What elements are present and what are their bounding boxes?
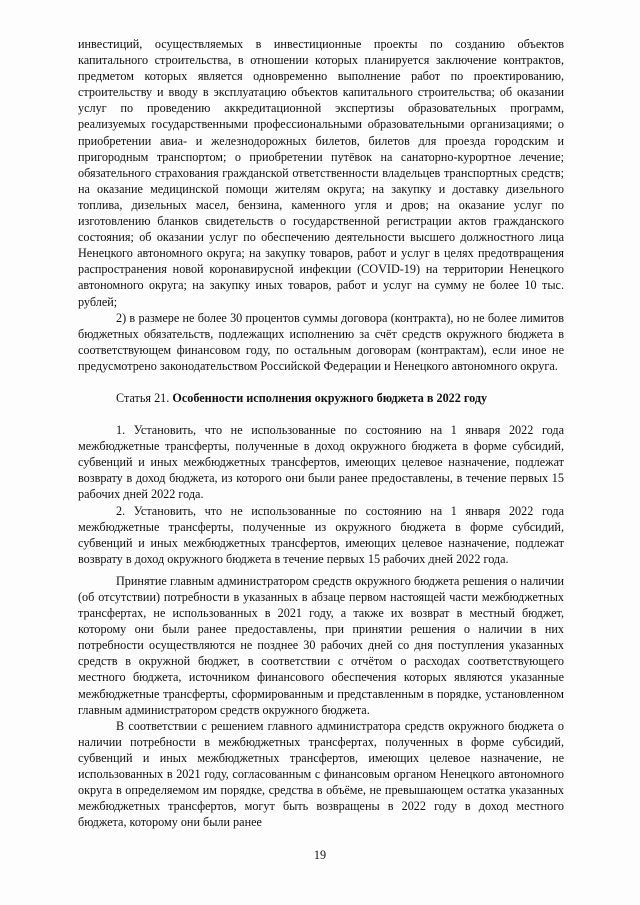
page-number: 19 bbox=[313, 848, 327, 862]
paragraph-item-2: 2) в размере не более 30 процентов суммы договора (контракта), но не более лимитов бюджетных обязательств, подлежащих исполнению за счёт средств окружного бюджета в соответствующем финансовом году, по остальным договорам (контрактам), если иное не предусмотрено законодательством Российской Федерации и Ненецкого автономного округа. bbox=[78, 310, 564, 373]
paragraph-continuation: инвестиций, осуществляемых в инвестиционные проекты по созданию объектов капитального строительства, в отношении которых планируется заключение контрактов, предметом которых является одновременно выполнение работ по проектированию, строительству и вводу в эксплуатацию объектов капитального строительства; об оказании услуг по проведению аккредитационной экспертизы образовательных программ, реализуемых государственными профессиональными образовательными организациями; о приобретении авиа- и железнодорожных билетов, билетов для проезда городским и пригородным транспортом; о приобретении путёвок на санаторно-курортное лечение; обязательного страхования гражданской ответственности владельцев транспортных средств; на оказание медицинской помощи жителям округа; на закупку и доставку дизельного топлива, дизельных масел, бензина, каменного угля и дров; на оказание услуг по изготовлению бланков свидетельств о государственной регистрации актов гражданского состояния; об оказании услуг по обеспечению деятельности высшего должностного лица Ненецкого автономного округа; на закупку товаров, работ и услуг в целях предотвращения распространения новой коронавирусной инфекции (COVID-19) на территории Ненецкого автономного округа; на закупку иных товаров, работ и услуг на сумму не более 10 тыс. рублей; bbox=[78, 37, 564, 309]
document-body bbox=[78, 36, 564, 830]
article-number: Статья 21. bbox=[116, 390, 170, 405]
article-heading bbox=[78, 390, 564, 406]
paragraph-decision: Принятие главным администратором средств окружного бюджета решения о наличии (об отсутствии) потребности в указанных в абзаце первом настоящей части межбюджетных трансфертах, не использованных в 2021 году, а также их возврат в местный бюджет, которому они были ранее предоставлены, при принятии решения о наличии в них потребности осуществляются не позднее 30 рабочих дней со дня поступления указанных средств в окружной бюджет, в соответствии с отчётом о расходах соответствующего местного бюджета, источником финансового обеспечения которых являются указанные межбюджетные трансферты, сформированным и представленным в порядке, установленном главным администратором средств окружного бюджета. bbox=[78, 573, 564, 717]
paragraph-return-funds: В соответствии с решением главного администратора средств окружного бюджета о наличии потребности в межбюджетных трансфертах, полученных в форме субсидий, субвенций и иных межбюджетных трансфертов, имеющих целевое назначение, не использованных в 2021 году, согласованным с финансовым органом Ненецкого автономного округа в определяемом им порядке, средства в объёме, не превышающем остатка указанных межбюджетных трансфертов, могут быть возвращены в 2022 году в доход местного бюджета, которому они были ранее bbox=[78, 718, 564, 830]
paragraph-clause-1: 1. Установить, что не использованные по состоянию на 1 января 2022 года межбюджетные трансферты, полученные в доход окружного бюджета в форме субсидий, субвенций и иных межбюджетных трансфертов, имеющих целевое назначение, подлежат возврату в доход бюджета, из которого они были ранее предоставлены, в течение первых 15 рабочих дней 2022 года. bbox=[78, 423, 564, 502]
paragraph-clause-2: 2. Установить, что не использованные по состоянию на 1 января 2022 года межбюджетные трансферты, полученные из окружного бюджета в форме субсидий, субвенций и иных межбюджетных трансфертов, имеющих целевое назначение, подлежат возврату в доход окружного бюджета в течение первых 15 рабочих дней 2022 года. bbox=[78, 503, 564, 566]
article-title: Особенности исполнения окружного бюджета в 2022 году bbox=[172, 390, 488, 405]
